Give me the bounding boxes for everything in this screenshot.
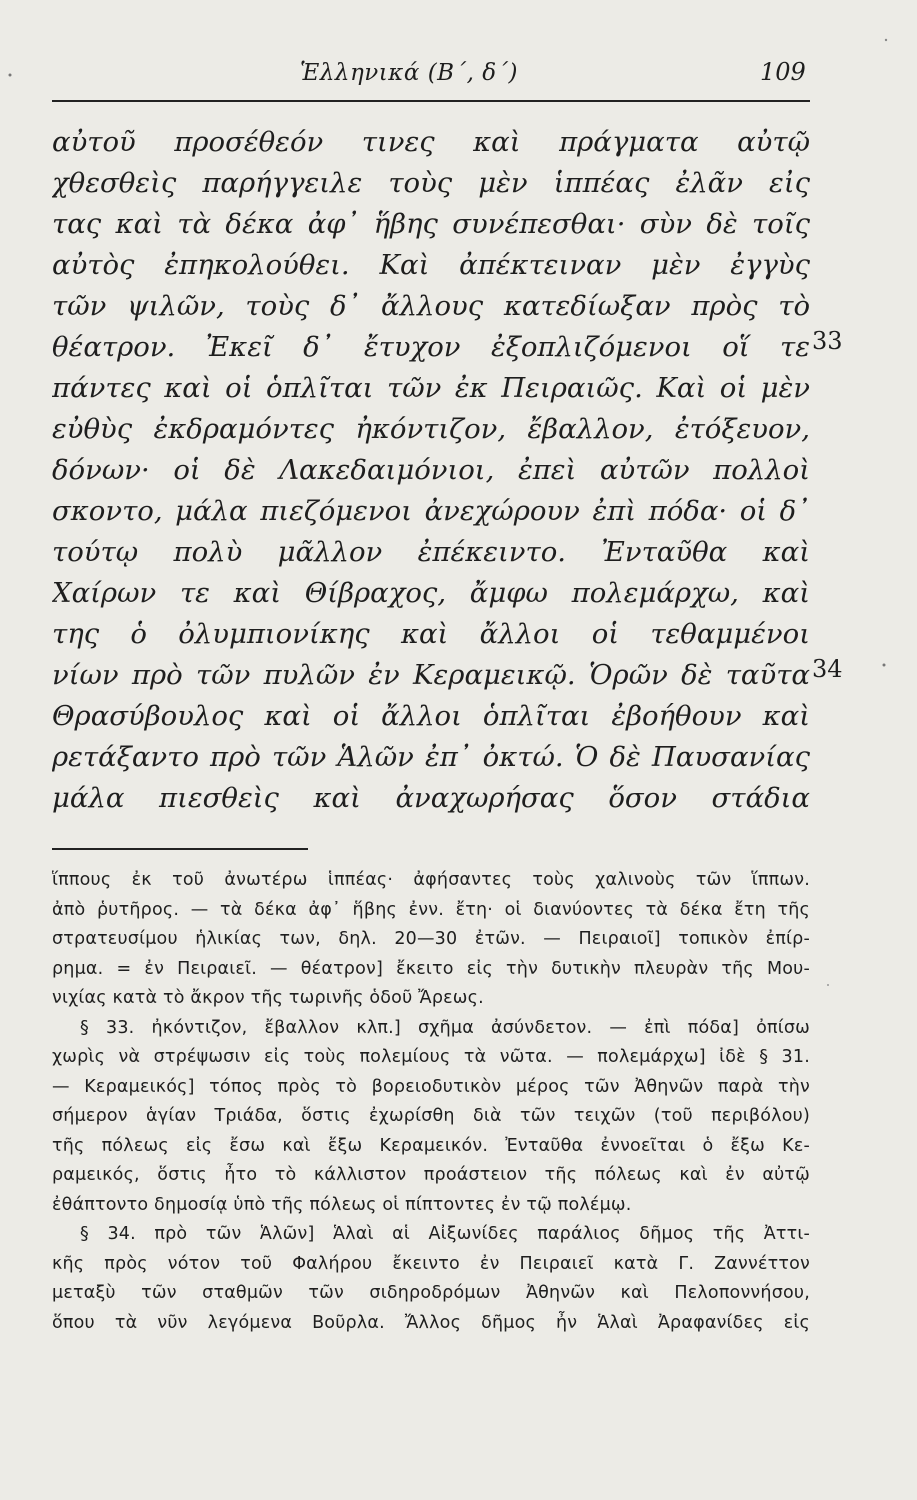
footnote-line: σήμερον ἁγίαν Τριάδα, ὅστις ἐχωρίσθη διὰ τῶν τειχῶν (τοῦ περιβόλου) xyxy=(52,1106,810,1126)
text-line: αὐτὸς ἐπηκολούθει. Καὶ ἀπέκτειναν μὲν ἐγγὺς xyxy=(52,249,810,281)
page-number: 109 xyxy=(760,58,806,86)
footnote-line: κῆς πρὸς νότον τοῦ Φαλήρου ἔκειντο ἐν Πειραιεῖ κατὰ Γ. Ζαννέττον xyxy=(52,1253,810,1274)
footnote-line: ἵππους ἐκ τοῦ ἀνωτέρω ἱππέας· ἀφήσαντες τοὺς χαλινοὺς τῶν ἵππων. xyxy=(52,870,810,890)
footnote-line: ἐθάπτοντο δημοσίᾳ ὑπὸ τῆς πόλεως οἱ πίπτοντες ἐν τῷ πολέμῳ. xyxy=(52,1194,632,1215)
text-line: θέατρον. Ἐκεῖ δ᾽ ἔτυχον ἐξοπλιζόμενοι οἵ τε xyxy=(52,331,810,363)
text-line: της ὁ ὀλυμπιονίκης καὶ ἄλλοι οἱ τεθαμμένοι xyxy=(52,618,810,650)
text-line: αὐτοῦ προσέθεόν τινες καὶ πράγματα αὐτῷ xyxy=(52,126,810,158)
text-line: νίων πρὸ τῶν πυλῶν ἐν Κεραμεικῷ. Ὁρῶν δὲ ταῦτα xyxy=(52,659,810,691)
speck xyxy=(885,39,887,41)
text-line: χθεσθεὶς παρήγγειλε τοὺς μὲν ἱππέας ἐλᾶν εἰς xyxy=(52,167,810,199)
text-line: Χαίρων τε καὶ Θίβραχος, ἄμφω πολεμάρχω, καὶ xyxy=(52,577,810,609)
footnote-line: § 34. πρὸ τῶν Ἁλῶν] Ἁλαὶ αἱ Αἰξωνίδες παράλιος δῆμος τῆς Ἀττι- xyxy=(80,1224,810,1244)
footnote-line: — Κεραμεικός] τόπος πρὸς τὸ βορειοδυτικὸν μέρος τῶν Ἀθηνῶν παρὰ τὴν xyxy=(52,1076,810,1097)
text-line: πάντες καὶ οἱ ὁπλῖται τῶν ἐκ Πειραιῶς. Καὶ οἱ μὲν xyxy=(52,372,810,404)
margin-section-number: 34 xyxy=(812,655,843,683)
footnotes xyxy=(52,866,812,1338)
text-line: Θρασύβουλος καὶ οἱ ἄλλοι ὁπλῖται ἐβοήθουν καὶ xyxy=(52,700,810,732)
footnote-line: ρημα. = ἐν Πειραιεῖ. — θέατρον] ἔκειτο εἰς τὴν δυτικὴν πλευρὰν τῆς Μου- xyxy=(52,958,810,979)
margin-section-number: 33 xyxy=(812,327,843,355)
header-rule xyxy=(52,100,810,102)
speck xyxy=(827,984,829,986)
running-title: Ἑλληνικά (Β΄, δ΄) xyxy=(300,60,519,86)
text-line: τῶν ψιλῶν, τοὺς δ᾽ ἄλλους κατεδίωξαν πρὸς τὸ xyxy=(52,290,810,322)
text-line: ρετάξαντο πρὸ τῶν Ἁλῶν ἐπ᾽ ὀκτώ. Ὁ δὲ Παυσανίας xyxy=(52,741,810,773)
footnote-line: § 33. ἠκόντιζον, ἔβαλλον κλπ.] σχῆμα ἀσύνδετον. — ἐπὶ πόδα] ὀπίσω xyxy=(80,1017,810,1038)
speck xyxy=(883,664,886,667)
footnote-line: ὅπου τὰ νῦν λεγόμενα Βοῦρλα. Ἄλλος δῆμος ἦν Ἁλαὶ Ἀραφανίδες εἰς xyxy=(52,1312,810,1333)
footnote-line: μεταξὺ τῶν σταθμῶν τῶν σιδηροδρόμων Ἀθηνῶν καὶ Πελοποννήσου, xyxy=(52,1283,810,1303)
footnote-line: τῆς πόλεως εἰς ἔσω καὶ ἔξω Κεραμεικόν. Ἐνταῦθα ἐννοεῖται ὁ ἔξω Κε- xyxy=(52,1135,810,1156)
footnote-line: ἀπὸ ῥυτῆρος. — τὰ δέκα ἀφ᾽ ἥβης ἐνν. ἔτη· οἱ διανύοντες τὰ δέκα ἔτη τῆς xyxy=(52,899,810,920)
text-line: τούτῳ πολὺ μᾶλλον ἐπέκειντο. Ἐνταῦθα καὶ xyxy=(52,536,810,568)
footnote-line: ραμεικός, ὅστις ἦτο τὸ κάλλιστον προάστειον τῆς πόλεως καὶ ἐν αὐτῷ xyxy=(52,1165,810,1185)
text-line: δόνων· οἱ δὲ Λακεδαιμόνιοι, ἐπεὶ αὐτῶν πολλοὶ xyxy=(52,454,810,486)
main-text xyxy=(52,122,842,819)
text-line: σκοντο, μάλα πιεζόμενοι ἀνεχώρουν ἐπὶ πόδα· οἱ δ᾽ xyxy=(52,495,810,527)
footnote-line: στρατευσίμου ἡλικίας των, δηλ. 20—30 ἐτῶν. — Πειραιοῖ] τοπικὸν ἐπίρ- xyxy=(52,929,810,949)
footnote-rule xyxy=(52,848,308,850)
speck xyxy=(9,74,12,77)
footnote-line: χωρὶς νὰ στρέψωσιν εἰς τοὺς πολεμίους τὰ νῶτα. — πολεμάρχω] ἰδὲ § 31. xyxy=(52,1047,810,1067)
text-line: μάλα πιεσθεὶς καὶ ἀναχωρήσας ὅσον στάδια xyxy=(52,782,810,814)
text-line: εὐθὺς ἐκδραμόντες ἠκόντιζον, ἔβαλλον, ἐτόξευον, xyxy=(52,413,810,445)
footnote-line: νιχίας κατὰ τὸ ἄκρον τῆς τωρινῆς ὁδοῦ Ἄρεως. xyxy=(52,988,484,1008)
text-line: τας καὶ τὰ δέκα ἀφ᾽ ἥβης συνέπεσθαι· σὺν δὲ τοῖς xyxy=(52,208,810,240)
